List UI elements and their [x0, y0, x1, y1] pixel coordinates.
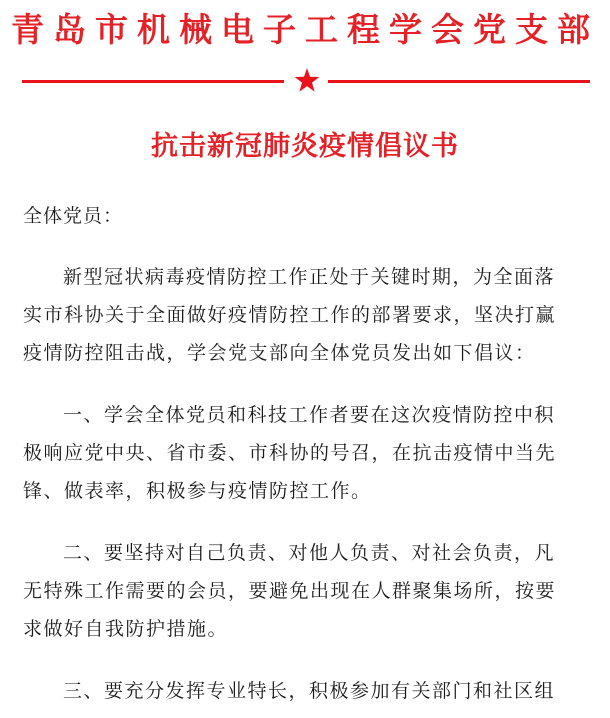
paragraph-line: 实市科协关于全面做好疫情防控工作的部署要求，坚决打赢 [23, 304, 557, 326]
paragraph-line: 一、学会全体党员和科技工作者要在这次疫情防控中积 [63, 404, 556, 426]
paragraph-line: 疫情防控阻击战，学会党支部向全体党员发出如下倡议： [23, 342, 536, 364]
intro-paragraph [23, 258, 585, 372]
paragraph-line: 三、要充分发挥专业特长，积极参加有关部门和社区组 [63, 680, 556, 702]
organization-name: 青岛市机械电子工程学会党支部 [11, 10, 599, 49]
header-divider [22, 70, 590, 94]
paragraph-line: 二、要坚持对自己负责、对他人负责、对社会负责，凡 [63, 542, 556, 564]
divider-line-left [22, 80, 284, 83]
paragraph-line: 锋、做表率，积极参与疫情防控工作。 [23, 480, 372, 502]
star-icon [294, 67, 320, 93]
paragraph-line: 新型冠状病毒疫情防控工作正处于关键时期，为全面落 [63, 266, 556, 288]
document-title: 抗击新冠肺炎疫情倡议书 [151, 131, 459, 162]
salutation: 全体党员： [23, 205, 124, 227]
initiative-item-2 [23, 534, 585, 648]
paragraph-line: 无特殊工作需要的会员，要避免出现在人群聚集场所，按要 [23, 580, 557, 602]
initiative-item-3 [23, 672, 585, 710]
divider-line-right [328, 80, 590, 83]
paragraph-line: 求做好自我防护措施。 [23, 618, 229, 640]
paragraph-line: 极响应党中央、省市委、市科协的号召，在抗击疫情中当先 [23, 442, 557, 464]
initiative-item-1 [23, 396, 585, 510]
